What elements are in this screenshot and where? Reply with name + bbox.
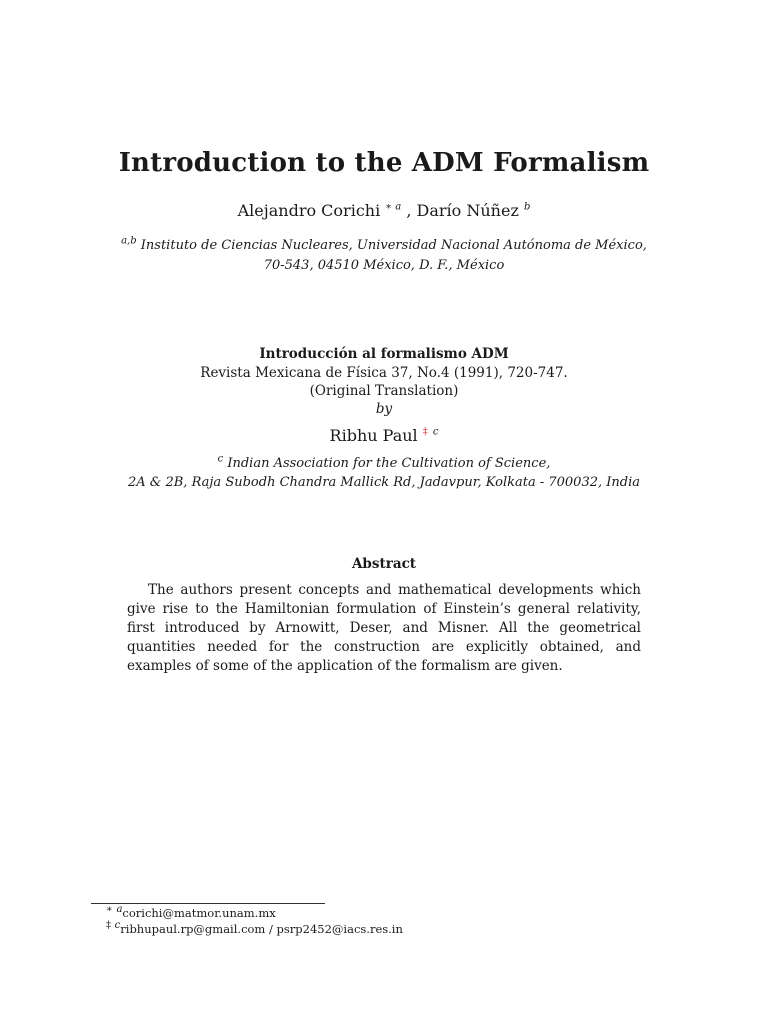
affiliation-ab-mark: a,b: [121, 235, 137, 247]
footnote-corichi: [106, 906, 276, 920]
translation-journal: Revista Mexicana de Física 37, No.4 (1991), 720-747.: [200, 365, 568, 381]
affiliation-c-line1: [0, 453, 768, 471]
footnote-paul-mark: c: [114, 920, 121, 932]
affiliation-ab-line1: [0, 235, 768, 253]
footnote-paul-email[interactable]: ribhupaul.rp@gmail.com / psrp2452@iacs.res.in: [120, 922, 403, 936]
footnote-corichi-mark: a: [116, 904, 123, 916]
affiliation-ab-line2: 70-543, 04510 México, D. F., México: [263, 258, 505, 273]
abstract-body: The authors present concepts and mathematical developments which give rise to the Hamiltonian formulation of Einstein’s general relativity, first introduced by Arnowitt, Deser, and Misner. All the geometrical quantities needed for the construction are explicitly obtained, and examples of some of the application of the formalism are given.: [127, 582, 641, 674]
footnote-paul: [106, 922, 403, 936]
translator-mark: c: [432, 426, 439, 438]
footnote-rule: [91, 903, 325, 904]
translator-name: Ribhu Paul: [329, 426, 418, 445]
footnote-paul-symbol: ‡: [106, 920, 111, 932]
affiliation-c-mark: c: [217, 453, 224, 465]
translator-line: [0, 426, 768, 445]
paper-title: Introduction to the ADM Formalism: [118, 148, 650, 178]
author-corichi-mark: ∗ a: [385, 201, 402, 213]
translation-note: (Original Translation): [309, 383, 459, 399]
author-nunez: Darío Núñez: [416, 201, 519, 220]
footnote-corichi-symbol: ∗: [106, 904, 113, 916]
translator-dagger-link[interactable]: ‡: [422, 426, 428, 438]
translation-by: by: [375, 401, 393, 417]
abstract-heading: Abstract: [351, 556, 417, 572]
author-line: [0, 201, 768, 220]
translation-title: Introducción al formalismo ADM: [259, 346, 509, 362]
affiliation-c-text1: Indian Association for the Cultivation of Science,: [227, 456, 551, 471]
affiliation-c-line2: 2A & 2B, Raja Subodh Chandra Mallick Rd, Jadavpur, Kolkata - 700032, India: [127, 475, 640, 490]
affiliation-ab-text1: Instituto de Ciencias Nucleares, Universidad Nacional Autónoma de México,: [140, 238, 647, 253]
author-nunez-mark: b: [523, 201, 531, 213]
footnote-corichi-email[interactable]: corichi@matmor.unam.mx: [122, 906, 276, 920]
author-corichi: Alejandro Corichi: [237, 201, 381, 220]
author-separator: ,: [406, 201, 412, 220]
